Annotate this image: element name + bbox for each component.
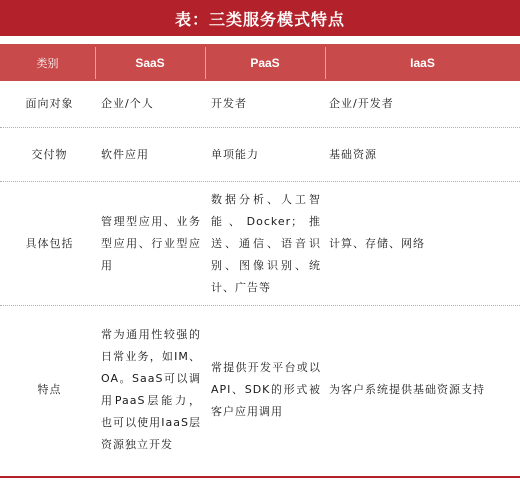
- table-title: 表：三类服务模式特点: [0, 0, 520, 36]
- header-category: 类别: [36, 57, 59, 70]
- header-divider: [205, 47, 206, 79]
- cell-saas: 常为通用性较强的日常业务，如IM、OA。SaaS可以调用PaaS层能力，也可以使用IaaS层资源独立开发: [101, 328, 201, 451]
- row-label: 具体包括: [25, 236, 74, 250]
- table-row-features: [0, 306, 520, 474]
- header-divider: [95, 47, 96, 79]
- cell-paas: 数据分析、人工智能、Docker；推送、通信、语音识别、图像识别、统计、广告等: [211, 192, 321, 294]
- table-row-audience: [0, 81, 520, 128]
- row-label: 特点: [37, 383, 62, 396]
- header-iaas: IaaS: [410, 55, 435, 70]
- cell-iaas: 基础资源: [329, 147, 377, 161]
- table-row-includes: [0, 182, 520, 306]
- row-label: 面向对象: [25, 97, 74, 110]
- header-saas: SaaS: [135, 55, 165, 70]
- header-paas: PaaS: [250, 55, 280, 70]
- cell-saas: 软件应用: [101, 147, 149, 161]
- table-bottom-rule: [0, 476, 520, 478]
- table-row-deliverable: [0, 128, 520, 182]
- row-label: 交付物: [31, 147, 68, 161]
- header-divider: [325, 47, 326, 79]
- cell-iaas: 为客户系统提供基础资源支持: [329, 383, 485, 396]
- cell-paas: 开发者: [211, 97, 247, 110]
- cell-iaas: 企业/开发者: [329, 97, 394, 110]
- table-header-row: [0, 44, 520, 81]
- cell-saas: 企业/个人: [101, 97, 154, 110]
- cell-paas: 单项能力: [211, 147, 259, 161]
- cell-saas: 管理型应用、业务型应用、行业型应用: [101, 214, 201, 272]
- cell-iaas: 计算、存储、网络: [329, 236, 425, 250]
- cell-paas: 常提供开发平台或以API、SDK的形式被客户应用调用: [211, 361, 321, 418]
